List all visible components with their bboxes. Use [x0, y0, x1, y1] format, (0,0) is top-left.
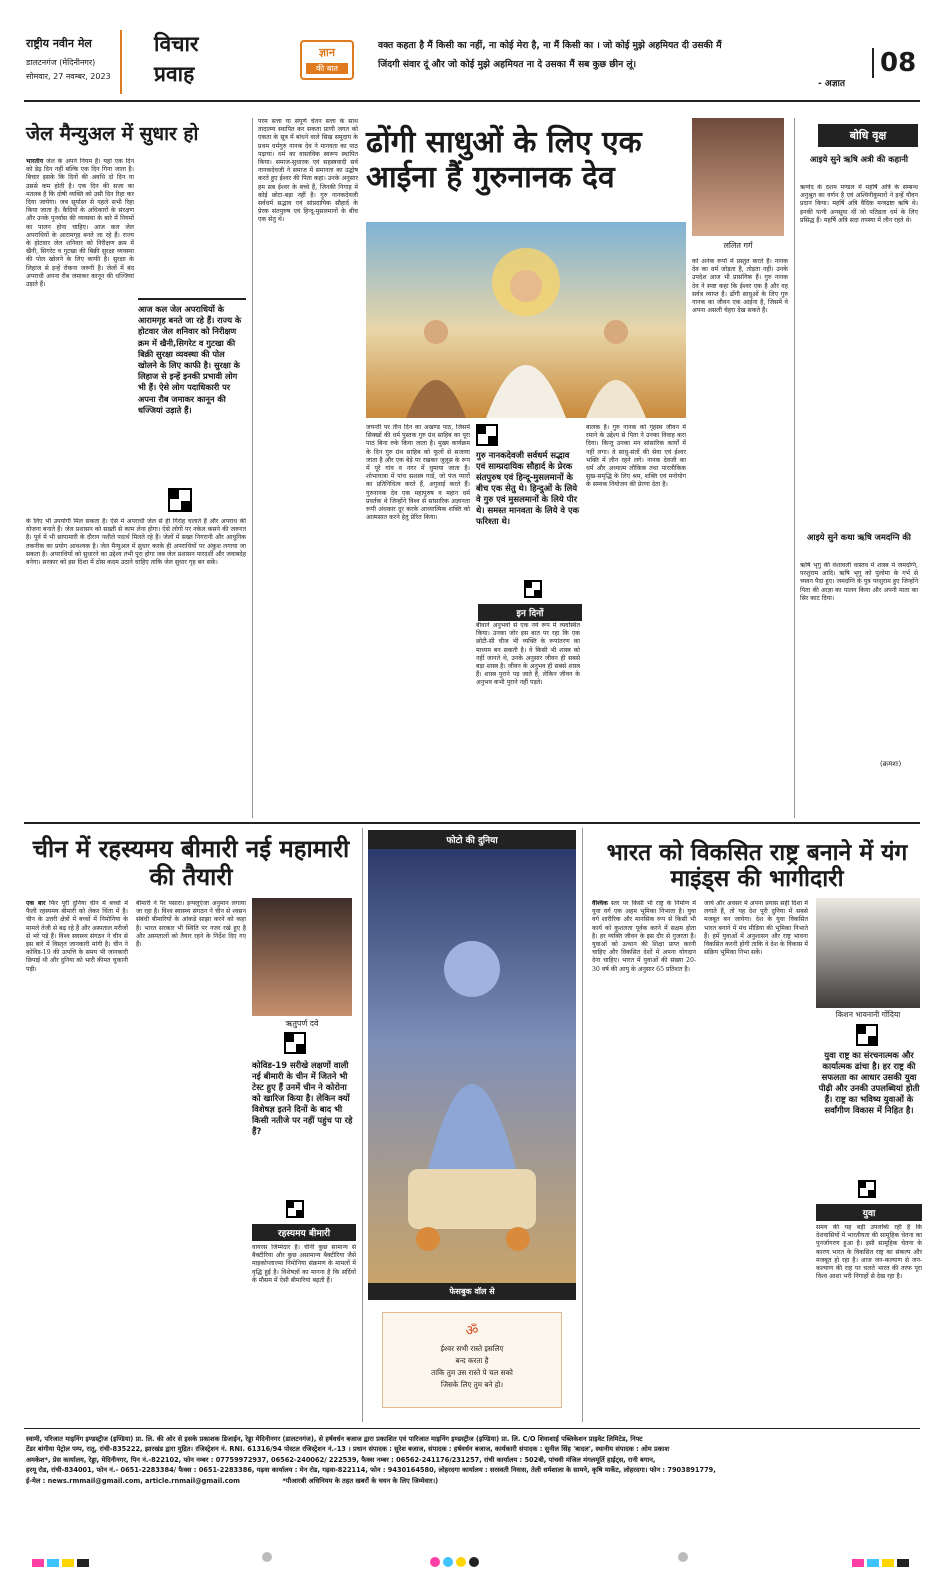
- column-divider: [582, 828, 583, 1422]
- india-pull-quote: युवा राष्ट्र का संरचनात्मक और कार्यात्मक ढांचा है। हर राष्ट्र की सफलता का आधार उसकी युवा पीढ़ी और उनकी उपलब्धियां होती हैं। राष्ट्र का भविष्य युवाओं के सर्वांगीण विकास में निहित है।: [818, 1050, 920, 1115]
- badge-line1: ज्ञान: [318, 46, 335, 59]
- imprint-disclaimer: *पीआरबी अधिनियम के तहत खबरों के चयन के लिए जिम्मेवार।): [282, 1476, 439, 1485]
- imprint-email: ई-मेल : news.rmmail@gmail.com, article.rnmail@gmail.com: [26, 1476, 241, 1485]
- qr-code-icon-china-2: [286, 1200, 304, 1218]
- main-article-col-d: बीवाने अनुभवों से एक नये रूप में व्यवस्थित किया। उनका जोर इस बात पर रहा कि एक छोटी-सी चीज भी व्यक्ति के रूपांतरण का माध्यम बन सकती है। वे किसी भी शास्त्र को नहीं जानते थे, उनके अनुसार जीवन ही सबसे बड़ा शास्त्र है। जीवन के अनुभव ही सबसे शास्त्र हैं। शास्त्र पुराने पड़ जाते हैं, लेकिन जीवन के अनुभव कभी पुराने नहीं पड़ते।: [476, 622, 580, 687]
- right-text2: ऋषि भृगु की वंशावली वास्तव में शास्त्र में जमदग्नि, परशुराम आदि। ऋषि भृगु को पुलोमा के गर्भ से च्यवन पैदा हुए। जमदग्नि के पुत्र परशुराम हुए जिन्होंने पिता की आज्ञा का पालन किया और अपनी माता का सिर काट दिया।: [800, 562, 918, 602]
- section-divider: [24, 822, 920, 824]
- section-title: [120, 30, 240, 94]
- issue-date: सोमवार, 27 नवम्बर, 2023: [26, 72, 111, 81]
- left-article-text-col1: [26, 158, 134, 488]
- main-article-pull-quote: गुरु नानकदेवजी सर्वधर्म सद्भाव एवं साम्प्रदायिक सौहार्द के प्रेरक संतपुरुष एवं हिन्दू-मुसलमानों के बीच एक सेतु थे। हिन्दुओं के लिये वे गुरु एवं मुसलमानों के लिये पीर थे। समस्त मानवता के लिये वे एक फरिश्ता थे।: [476, 450, 580, 526]
- main-article-col-b: जयन्ती पर तीन दिन का अखण्ड पाठ, जिसमें सिक्खों की धर्म पुस्तक गुरु ग्रंथ साहिब का पूरा पाठ बिना रुके किया जाता है। मुख्य कार्यक्रम के दिन गुरु ग्रंथ साहिब को फूलों से सजाया जाता है और एक बेड़े पर रखकर जुलूस के रूप में पूरे गांव व नगर में घुमाया जाता है। शोभायात्रा में पांच सशस्त्र गार्ड, जो पंज प्यारों का प्रतिनिधित्व करते हैं, अगुवाई करते हैं। गुरुनानक देव एक महापुरुष व महान धर्म प्रवर्तक थे जिन्होंने विश्व से सांसारिक अज्ञानता रूपी अंधकार दूर करके आध्यात्मिक शक्ति को आत्मसात करने हेतु प्रेरित किया।: [366, 424, 470, 522]
- color-registration-strip-right: [852, 1552, 912, 1571]
- photo-section-title: फोटो की दुनिया: [368, 830, 576, 849]
- imprint-footer: [26, 1434, 920, 1486]
- quote-card: [382, 1312, 562, 1408]
- footer-divider: [24, 1428, 920, 1429]
- main-article-col-left: परम सत्ता या संपूर्ण चेतन सत्ता के साथ तादात्म्य स्थापित कर सकता प्राणी जगत को एकता के सूत्र में बांधने वाले सिख समुदाय के प्रथम धर्मगुरु नानक देव ने मानवता का पाठ पढ़ाया। धर्म का वास्तविक स्वरूप स्थापित किया। समाज-सुधारक एवं सहस्त्रवादी सर्व नानकदेवजी ने समाज में समानता का उद्घोष करते हुए ईश्वर की पिता कहा। उनके अनुसार हम सब ईश्वर के बच्चे हैं, जिनकी निगाह में कोई छोटा-बड़ा नहीं है। गुरु नानकदेवजी सर्वधर्म सद्भाव एवं सांप्रदायिक सौहार्द के प्रेरक संतपुरुष एवं हिन्दू-मुसलमानों के बीच एक सेतु थे।: [258, 118, 358, 224]
- india-article-text1: स्तर पर किसी भी राष्ट्र के निर्माण में युवा वर्ग एक अहम भूमिका निभाता है। युवा वर्ग शारीरिक और मानसिक रूप से किसी भी कार्य को कुशलता पूर्वक करने में सक्षम होता है। हर व्यक्ति जीवन के इस दौर से गुजरता है। युवाओं को उत्थान की शिक्षा प्राप्त करनी चाहिए और विकसित देशों में अपना योगदान देना चाहिए। भारत में युवाओं की संख्या 20-30 वर्ष की आयु के अनुसार 65 प्रतिशत है।: [592, 900, 696, 973]
- left-article-headline: जेल मैन्युअल में सुधार हो: [26, 123, 199, 145]
- column-divider: [252, 118, 253, 818]
- qr-code-icon-india: [856, 1024, 878, 1046]
- china-article-headline: चीन में रहस्यमय बीमारी नई महामारी की तैयारी: [32, 835, 350, 891]
- badge-line2: की बात: [306, 63, 348, 74]
- page-number: 08: [872, 48, 916, 78]
- caption-line2: बन्द करता है: [455, 1356, 489, 1365]
- right-headline2: आइये सुने कथा ऋषि जमदग्नि की: [807, 532, 911, 542]
- caption-line1: ईश्वर सभी रास्ते इसलिए: [440, 1344, 504, 1353]
- india-article-text-col1: [592, 900, 696, 1420]
- registration-dot: [678, 1552, 688, 1562]
- tag-in-dinon: इन दिनों: [478, 604, 582, 621]
- gyan-ki-baat-badge: [300, 40, 354, 80]
- imprint-line5: [26, 1476, 920, 1486]
- china-pull-quote: कोविड-19 सरीखे लक्षणों वाली नई बीमारी के चीन में जितने भी टेस्ट हुए हैं उनमें चीन ने कोरोना को खारिज किया है। लेकिन क्यों विशेषज्ञ इतने दिनों के बाद भी किसी नतीजे पर नहीं पहुंच पा रहे हैं?: [252, 1060, 353, 1136]
- right-text1: ऋग्वेद के दशम मण्डल में महर्षि अत्रि के सम्बन्ध अनुश्रुत का वर्णन है एवं अश्विनीकुमारों ने इन्हें यौवन प्रदान किया। महर्षि अत्रि वैदिक मन्त्रद्रष्टा ऋषि थे। इनकी पत्नी अनसूया थीं जो पतिव्रता धर्म के लिए प्रसिद्ध हैं। महर्षि अत्रि सदा तपस्या में लीन रहते थे।: [800, 184, 918, 224]
- qr-code-icon-main: [476, 424, 498, 446]
- quote-author: - अज्ञात: [818, 79, 845, 89]
- china-article-text-col3: वायरस जिम्मेदार है। चीनी कुछ सामान्य से बैक्टीरिया और कुछ असामान्य बैक्टीरिया जैसे माइकोप्लाज्मा निमोनिया संक्रमण के मामलों में वृद्धि हुई है। विशेषज्ञों का मानना है कि सर्दियों के मौसम में ऐसी बीमारियां बढ़ती हैं।: [252, 1244, 356, 1284]
- photo-credit: फेसबुक वॉल से: [368, 1283, 576, 1300]
- left-article-pull-quote: [138, 298, 246, 488]
- photo-section: [368, 830, 576, 1422]
- section-title-line1: विचार: [154, 32, 199, 56]
- china-article-text-col2: बीमारी ने पैर पसारा। इन्फ्लूएंजा अनुमान लगाया जा रहा है। विश्व स्वास्थ्य संगठन ने चीन से श्वसन संबंधी बीमारियों के आंकड़े साझा करने को कहा है। भारत सरकार भी स्थिति पर नजर रखे हुए है और अस्पतालों को तैयार रहने के निर्देश दिए गए हैं।: [136, 900, 246, 949]
- china-article-text1: फिर पूरी दुनिया चीन में बच्चों में फैली रहस्यमय बीमारी को लेकर चिंता में है। चीन के उत्तरी क्षेत्रों में बच्चों में निमोनिया के मामले तेजी से बढ़ रहे हैं और अस्पताल मरीजों से भरे पड़े हैं। विश्व स्वास्थ्य संगठन ने चीन से इस बारे में विस्तृत जानकारी मांगी है। चीन ने कोविड-19 की उत्पत्ति के समय भी जानकारी छिपाई थी और दुनिया को भारी कीमत चुकानी पड़ी।: [26, 900, 128, 973]
- author-photo-kishan-bhavnani: [816, 898, 920, 1008]
- qr-code-icon-china: [284, 1032, 306, 1054]
- qr-code-icon: [168, 488, 192, 512]
- right-byline: (क्रमशः): [880, 760, 902, 768]
- quote-line1: वक्त कहता है मैं किसी का नहीं, ना कोई मेरा है, ना मैं किसी का । जो कोई मुझे अहमियत दी उसकी मैं: [378, 40, 722, 51]
- quote-line2: जिंदगी संवार दूं और जो कोई मुझे अहमियत ना दे उसका मैं सब कुछ छीन लूं।: [378, 59, 637, 70]
- india-article-headline: भारत को विकसित राष्ट्र बनाने में यंग माइंड्स की भागीदारी: [606, 840, 908, 893]
- shiva-icon: [368, 849, 576, 1283]
- guru-nanak-illustration: [366, 222, 686, 418]
- color-registration-strip-left: [32, 1552, 92, 1571]
- tag-bodhi-vriksh: बोधि वृक्ष: [818, 124, 918, 147]
- author-caption: ललित गर्ग: [723, 241, 753, 250]
- left-pull-quote-text: आज कल जेल अपराधियों के आरामगृह बनते जा रहे हैं। राज्य के होटवार जेल शनिवार को निरीक्षण क्रम में खैनी,सिगरेट व गुटखा की बिक्री सुरक्षा व्यवस्था की पोल खोलने के लिए काफी है। सुरक्षा के लिहाज से इन्हें इनकी प्रभावी लोग भी हैं। ऐसे लोग पदाधिकारी पर अपना रौब जमाकर कानून की धज्जियां उड़ाते हैं।: [138, 304, 242, 415]
- left-article-text2: के लिए भी उपयोगी मिल सकता है। ऐसे में अपराधी जेल से ही गिरोह चलाते हैं और अपराध की योजना बनाते हैं। जेल प्रशासन को सख्ती से काम लेना होगा। ऐसे लोगों पर नकेल कसने की जरूरत है। पूर्व में भी छापामारी के दौरान नशीले पदार्थ मिलते रहे हैं। जेलों में सख्त निगरानी और आधुनिक तकनीक का प्रयोग आवश्यक है। जेल मैन्युअल में सुधार करके ही अपराधियों पर अंकुश लगाया जा सकता है। अपराधियों को सुधारने का उद्देश्य तभी पूरा होगा जब जेल प्रशासन पारदर्शी और जवाबदेह बनेगा। सरकार को इस दिशा में ठोस कदम उठाने चाहिए ताकि जेल सुधार गृह बन सकें।: [26, 518, 246, 567]
- om-symbol: ॐ: [465, 1323, 479, 1339]
- guru-nanak-icon: [366, 222, 686, 418]
- india-article-text-col2: जाये और अवसर में अपना प्रयास सही दिशा में लगाते हैं, तो यह देश पूरी दुनिया में सबसे मजबूत बन जायेगा। देश के युवा विकसित भारत बनाने में मंच मीडिया की भूमिका निभाते हैं। हमें युवाओं में अनुशासन और राष्ट्र भावना विकसित करनी होगी ताकि वे देश के विकास में सक्रिय भूमिका निभा सकें।: [704, 900, 808, 957]
- edition: डालटनगंज (मेदिनीनगर): [26, 58, 96, 67]
- china-author-caption: ऋतुपर्ण दवे: [285, 1019, 319, 1028]
- section-title-line2: प्रवाह: [154, 62, 195, 86]
- right-headline1: आइये सुने ऋषि अत्री की कहानी: [809, 154, 909, 164]
- main-article-col-right: को अनेक रूपों में प्रस्तुत करते हैं। नानक देव का धर्म जोड़ता है, तोड़ता नहीं। उनके उपदेश आज भी प्रासंगिक हैं। गुरु नानक देव ने स्पष्ट कहा कि ईश्वर एक है और वह सर्वत्र व्याप्त है। ढोंगी साधुओं के लिए गुरु नानक का जीवन एक आईना है, जिसमें वे अपना असली चेहरा देख सकते हैं।: [692, 258, 788, 315]
- tag-yuva: युवा: [816, 1204, 922, 1221]
- qr-code-icon-india-2: [858, 1180, 876, 1198]
- caption-line4: जिसके लिए तुम बने हो।: [440, 1380, 504, 1389]
- shiva-photo: [368, 849, 576, 1283]
- imprint-line2: टेंडर बांगीया पेट्रोल पम्प, रातू, रांची-835222, झारखंड द्वारा मुद्रित। रजिस्ट्रेशन नं. RNI. 61316/94 पोस्टल रजिस्ट्रेशन नं.-13 । प्रधान संपादक : सुरेश बजाज, संपादक : हर्षवर्धन बजाज, कार्यकारी संपादक : सुनील सिंह 'बादल', स्थानीय संपादक : ओम प्रकाश: [26, 1445, 670, 1454]
- qr-code-icon-main-2: [524, 580, 542, 598]
- tag-rahasyamay-bimari: रहस्यमय बीमारी: [252, 1224, 356, 1241]
- registration-dot: [262, 1552, 272, 1562]
- india-author-caption: किशन भावनानी गोंदिया: [835, 1010, 901, 1019]
- main-article-col-c: बालक है। गुरु नानक को गृहस्थ जीवन में रमाने के उद्देश्य से पिता ने उनका विवाह करा दिया। किन्तु उनका मन सांसारिक कार्यों में नहीं लगा। वे साधु-संतों की सेवा एवं ईश्वर भक्ति में लीन रहने लगे। नानक देवजी का धर्म और अध्यात्म लौकिक तथा पारलौकिक सुख-समृद्धि के लिए श्रम, शक्ति एवं मनोयोग के सम्यक नियोजन की प्रेरणा देता है।: [586, 424, 686, 489]
- imprint-line4: हरमू रोड, रांची-834001, फोन नं.- 0651-2283384/ फैक्स : 0651-2283386, गढ़वा कार्यालय : मेन रोड, गढ़वा-822114, फोन : 9430164580, लोहरदगा कार्यालय : सरस्वती निवास, तेली धर्मशाला के सामने, कृषि मार्केट, लोहरदगा। फोन : 7903891779,: [26, 1466, 716, 1475]
- header-quote: [378, 38, 848, 70]
- imprint-line1: स्वामी, परिजात माइनिंग इण्डस्ट्रीज (इण्डिया) प्रा. लि. की ओर से इसके प्रकाशक डिजाईन, रेड्डा मेदिनीनगर (डालटनगंज), से हर्षवर्धन बजाज द्वारा प्रकाशित एवं पारिजात माइनिंग इण्डस्ट्रीज (इण्डिया) प्रा. लि. C/O शिवाशाई पब्लिकेशन प्राइवेट लिमिटेड, निफ्ट: [26, 1435, 643, 1443]
- imprint-line3: अमकेश*, प्रेस कार्यालय, रेड्डा, मेदिनीनगर, पिन नं.-822102, फोन नम्बर : 07759972937, 06562-240062/ 222539, फैक्स नम्बर : 06562-241176/231257, रांची कार्यालय : 502बी, पांचवी मंजिल मंगलमूर्ति हाईट्स, रानी बगान,: [26, 1455, 656, 1464]
- author-photo-rituparna-dave: [252, 898, 352, 1016]
- color-registration-dots-center: [430, 1552, 482, 1571]
- header-divider: [24, 100, 920, 102]
- column-divider: [794, 118, 795, 818]
- caption-line3: ताकि तुम उस रास्ते पे चल सको: [431, 1368, 513, 1377]
- author-photo-lalit-garg: [692, 118, 784, 236]
- china-article-text-col1: [26, 900, 128, 1420]
- column-divider: [362, 828, 363, 1422]
- left-article-text1: जेल के अपने नियम हैं। यहां एक दिन को डेढ़ दिन नहीं बल्कि एक दिन गिना जाता है। बिचार इसके कि दिनों की अवधि दो दिन या उससे कम होती है। एक दिन की सजा का मतलब है कि दोषी व्यक्ति को उसी दिन रिहा कर दिया जायेगा। जब सूर्यास्त से पहले सभी रिहा किया जाता है। कैदियों के अधिकारों के संरक्षण और उनके पुनर्वास की व्यवस्था के बारे में नियमों का पालन होना चाहिए। आज कल जेल अपराधियों के आरामगृह बनते जा रहे हैं। राज्य के होटवार जेल शनिवार को निरीक्षण क्रम में खैनी, सिगरेट व गुटखा की बिक्री सुरक्षा व्यवस्था की पोल खोलने के लिए काफी है। सुरक्षा के लिहाज से इन्हें रोकना जरूरी है। जेलों में बंद अपराधी अपना रौब जमाकर कानून की धज्जियां उड़ाते हैं।: [26, 158, 134, 289]
- paper-name: राष्ट्रीय नवीन मेल: [26, 37, 92, 50]
- main-article-headline: ढोंगी साधुओं के लिए एक आईना हैं गुरुनानक देव: [366, 125, 642, 195]
- india-article-text-col3: समय की यह बड़ी उपलब्धि रही है कि देशवासियों में भारतीयता की सामूहिक चेतना का पुनर्जागरण हुआ है। इसी सामूहिक चेतना के कारण भारत के विकसित राष्ट्र का संकल्प और मजबूत हो रहा है। आज जन-कल्याण से जन-कल्याण की राह पर चलते भारत की तरफ पूरा विश्व आशा भरी निगाहों से देख रहा है।: [816, 1224, 922, 1281]
- left-article-lead: भारतीय: [26, 158, 44, 165]
- india-article-lead: वैश्विक: [592, 900, 608, 907]
- masthead: [26, 36, 116, 92]
- china-article-lead: एक बार: [26, 900, 46, 907]
